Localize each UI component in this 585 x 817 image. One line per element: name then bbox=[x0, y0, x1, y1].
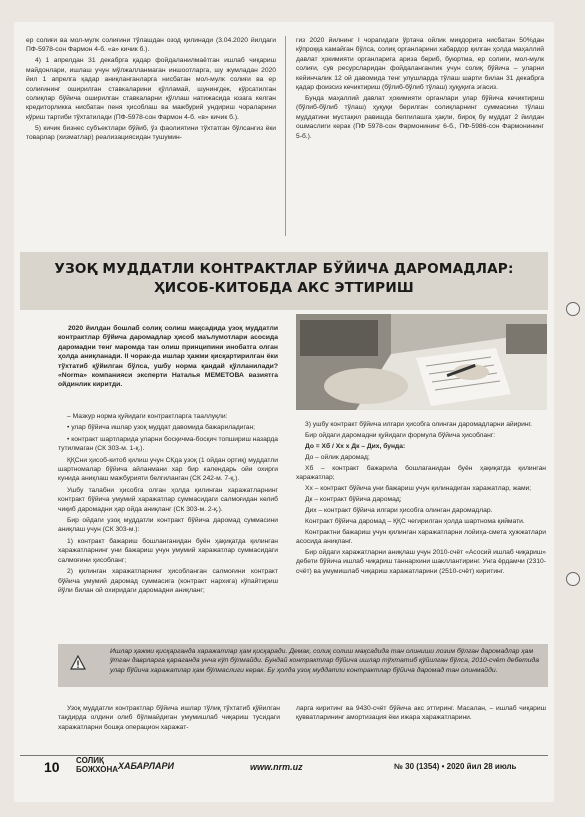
body-left-paragraph: • контракт шартларида уларни босқичма-босқич топшириш назарда тутилмаган (СК 303-м. 1-қ.). bbox=[58, 435, 278, 453]
top-left-paragraph: ер солиғи ва мол-мулк солиғини тўлашдан озод қилинади (3.04.2020 йилдаги ПФ-5978-сон Фармон 4-б. «а» кичик б.). bbox=[26, 37, 276, 54]
article-lead bbox=[58, 324, 278, 390]
body-right-paragraph: Бир ойдаги даромадни қуйидаги формула бўйича ҳисобланг: bbox=[305, 431, 496, 439]
body-left-paragraph: – Мазкур норма қуйидаги контрактларга тааллуқли: bbox=[67, 413, 228, 420]
top-left-paragraph: 5) кичик бизнес субъектлари бўйиб, ўз фаолиятини тўхтатган бўлсангиз ёки товарлар (хизматлар) реализациясидан тушумин- bbox=[26, 124, 276, 142]
top-left-paragraph: 4) 1 апрелдан 31 декабрга қадар фойдаланилмаётган ишлаб чиқариш майдонлари, ишлаш учун мўлжалланмаган иншоотларга, шу жумладан 2020 йил 1 апрелга қадар аниқланганларга нисбатан мол-мулк солиғи ва ер солиғининг оширилган ставкаларини қўлламай, шунингдек, кўрсатилган солиқлар бўйича оширилган ставкаларни қўллаш натижасида юзага келган кредиторликка нисбатан пеня ҳисоблаш ва мажбурий ундириш чораларини кўриш тартиби тўхтатилади (ПФ-5978-сон Фармон 4-б. «в» кичик б.). bbox=[26, 57, 276, 121]
body-right-paragraph: 3) ушбу контракт бўйича илгари ҳисобга олинган даромадларни айиринг. bbox=[305, 421, 533, 428]
body-left-paragraph: 2) қилинган харажатларнинг ҳисобланган салмоғини контракт бўйича умумий даромад суммасига (контракт нархига) кўпайтириш йўли билан ой охиридаги даромадни аниқланг; bbox=[58, 568, 278, 594]
column-divider-top bbox=[285, 36, 286, 236]
note-text: Ишлар ҳажми қисқарганда харажатлар ҳам қисқаради. Демак, солиқ солиш мақсадида тан олиниши лозим бўлган даромадлар ҳам ўтган даврларга қараганда унча кўп бўлмайди. Бундай контрактлар бўйича ишлар тўхтатиб қўйилган бўлса, 2010-счёт дебетида улар бўйича харажатлар ҳам бўлмаслиги керак. Бу ҳолда узоқ муддатли контрактлар бўйича даромад тан олинмайди. bbox=[110, 648, 540, 674]
body-right-column bbox=[296, 420, 546, 578]
logo-line2: БОЖХОНА bbox=[76, 765, 119, 774]
website-url[interactable]: www.nrm.uz bbox=[250, 762, 303, 772]
lead-paragraph: 2020 йилдан бошлаб солиқ солиш мақсадида узоқ муддатли контрактлар бўйича даромадлар ҳисоб маълумотлари асосида даромадни тенг маромда тан олиш принципини инобатга олган ҳолда аниқланади. II чорак-да ишлар ҳажми қисқартирилган ёки тўхтатиб қўйилган бўлса, ушбу норма қандай қўлланилади? «Norma» компанияси эксперти Наталья МЕМЕТОВА вазиятга ойдинлик киритди. bbox=[58, 325, 278, 389]
bottom-right-paragraph: ларга киритинг ва 9430-счёт бўйича акс эттиринг. Масалан, – ишлаб чиқариш қувватларининг амортизация ёки ижара харажатларини. bbox=[296, 705, 546, 722]
logo-word: ХАБАРЛАРИ bbox=[118, 761, 174, 771]
page-number: 10 bbox=[44, 759, 60, 775]
top-right-column bbox=[296, 36, 544, 142]
bottom-left-paragraph: Узоқ муддатли контрактлар бўйича ишлар тўлиқ тўхтатиб қўйилган тақдирда олдини олиб бўлмайдиган умумишлаб чиқариш тусидаги харажатларни бошқа операцион харажат- bbox=[58, 705, 280, 731]
newspaper-page bbox=[14, 22, 554, 802]
body-right-paragraph: До – ойлик даромад; bbox=[305, 453, 370, 461]
body-right-paragraph: Бир ойдаги харажатларни аниқлаш учун 2010-счёт «Асосий ишлаб чиқариш» дебети бўйича ишлаб чиқариш таннархини шакллантиринг. Унга ёрдамчи (2310-счёт) ва умумишлаб чиқариш харажатларини (2510-счёт) киритинг. bbox=[296, 548, 546, 575]
logo-line1: СОЛИҚ bbox=[76, 756, 104, 765]
body-right-paragraph: До = Хб / Хх х Дк – Дих, бунда: bbox=[305, 442, 406, 450]
body-right-paragraph: Контракт бўйича даромад – ҚҚС чегирилган ҳолда шартнома қиймати. bbox=[305, 517, 525, 525]
warning-icon bbox=[70, 655, 86, 671]
body-left-column bbox=[58, 412, 278, 597]
article-title-line1: УЗОҚ МУДДАТЛИ КОНТРАКТЛАР БЎЙИЧА ДАРОМАДЛАР: bbox=[54, 261, 514, 277]
body-left-paragraph: • улар бўйича ишлар узоқ муддат давомида бажариладиган; bbox=[67, 424, 256, 432]
body-left-paragraph: Ушбу талабни ҳисобга олган ҳолда қилинган харажатларнинг контракт бўйича умумий харажатлар суммасидаги салмоғидан келиб чиқиб даромадни ҳар ойда аниқланг (СК 303-м. 2-қ.). bbox=[58, 486, 278, 513]
article-photo bbox=[296, 314, 547, 410]
issue-info: № 30 (1354) • 2020 йил 28 июль bbox=[394, 762, 517, 771]
binder-hole-bottom bbox=[566, 572, 580, 586]
body-right-paragraph: Хх – контракт бўйича уни бажариш учун қилинадиган харажатлар, жами; bbox=[305, 484, 532, 492]
top-right-paragraph: гиз 2020 йилнинг I чорагидаги ўртача ойлик миқдорига нисбатан 50%дан кўпроққа камайган бўлса, солиқ органларини хабардор қилган ҳолда маҳаллий давлат ҳокимияти органларига ариза бериб, буюртма, ер солиғи, мол-мулк солиғи, сув ресурсларидан фойдаланганлик учун солиқ бўйича – уларни кейинчалик 12 ой давомида тенг улушларда тўлаш шарти билан 31 декабрга қадар фоизсиз кечиктириш (бўлиб-бўлиб тўлаш) ҳуқуқига эгасиз. bbox=[296, 37, 544, 92]
bottom-left-column bbox=[58, 704, 280, 734]
body-left-paragraph: 1) контракт бажариш бошланганидан буён ҳақиқатда қилинган харажатларнинг уни бажариш учун умумий харажатлар суммасидаги салмоғини ҳисобланг; bbox=[58, 537, 278, 564]
body-left-paragraph: Бир ойдаги узоқ муддатли контракт бўйича даромад суммасини аниқлаш учун (СК 303-м.): bbox=[58, 517, 278, 534]
body-right-paragraph: Дих – контракт бўйича илгари ҳисобга олинган даромадлар. bbox=[305, 506, 493, 514]
publication-logo bbox=[74, 756, 174, 775]
binder-hole-top bbox=[566, 302, 580, 316]
photo-illustration bbox=[296, 314, 547, 410]
top-right-paragraph: Бунда маҳаллий давлат ҳокимияти органлари улар бўйича кечиктириш (бўлиб-бўлиб тўлаш) ҳуқуқи берилган солиқларнинг суммасини тўлаш муддатини мустақил равишда белгилашга ҳақли, бироқ бу муддат 2 йилдан ошмаслиги керак (ПФ 5978-сон Фармонининг 6-б., ПФ-5986-сон Фармонининг 5-б.). bbox=[296, 94, 544, 140]
article-title bbox=[20, 260, 548, 298]
body-left-paragraph: ҚҚСни ҳисоб-китоб қилиш учун СКда узоқ (1 ойдан ортиқ) муддатли шартномалар бўйича айланмани хар бир календарь ойи охирги кунида аниқлаш мажбурияти белгиланган (СК 242-м. 7-қ.). bbox=[58, 456, 278, 483]
body-right-paragraph: Дк – контракт бўйича даромад; bbox=[305, 495, 402, 503]
top-left-column bbox=[26, 36, 276, 144]
body-right-paragraph: Хб – контракт бажарила бошлаганидан буён ҳақиқатда қилинган харажатлар; bbox=[296, 464, 546, 482]
bottom-right-column bbox=[296, 704, 546, 724]
article-title-line2: ҲИСОБ-КИТОБДА АКС ЭТТИРИШ bbox=[154, 280, 414, 296]
body-right-paragraph: Контрактни бажариш учун қилинган харажатларни лойиҳа-смета ҳужжатлари асосида аниқланг. bbox=[296, 528, 546, 545]
